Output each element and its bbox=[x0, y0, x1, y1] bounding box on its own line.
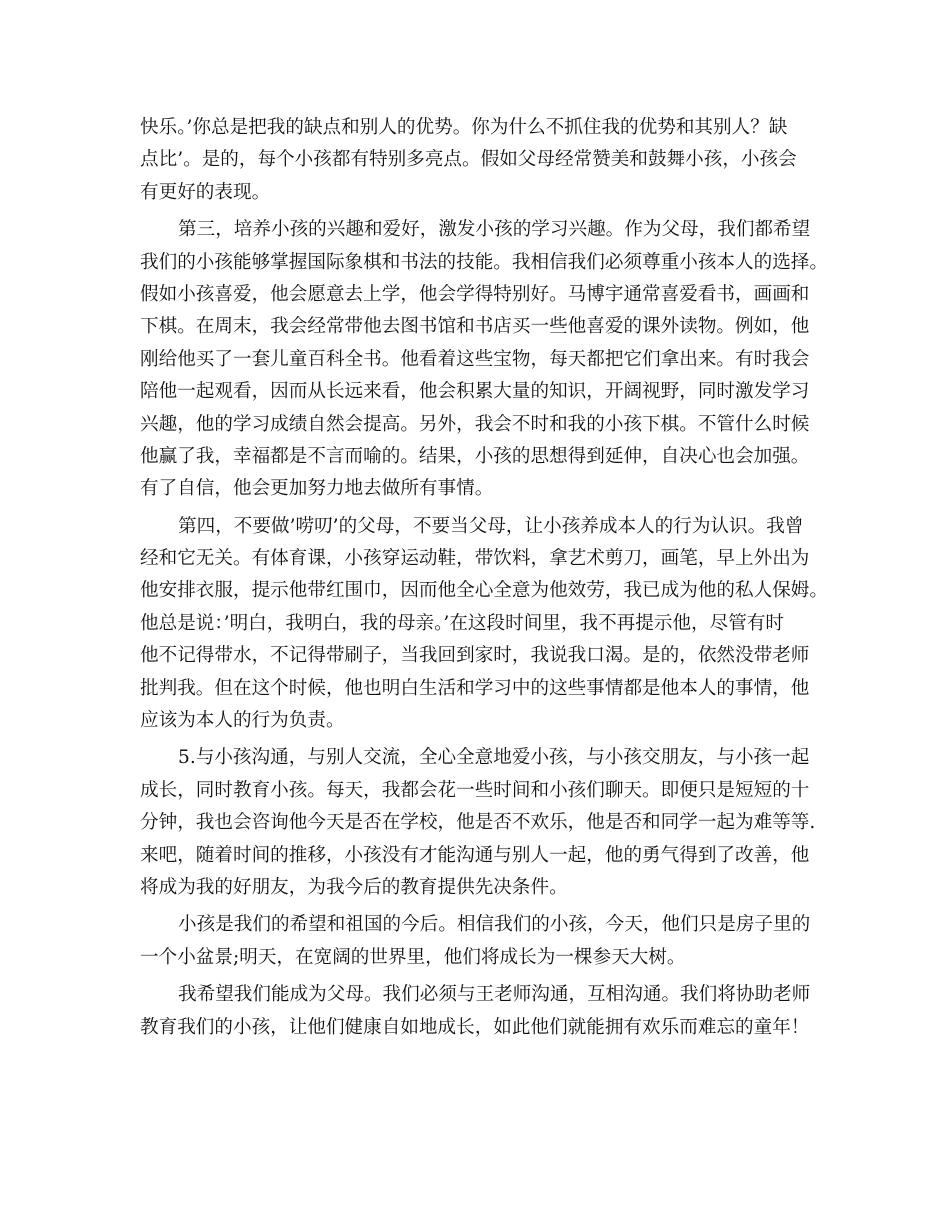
text-line: 第四，不要做’唠叨’的父母，不要当父母，让小孩养成本人的行为认识。我曾 bbox=[178, 515, 804, 537]
text-line: 他安排衣服，提示他带红围巾，因而他全心全意为他效劳，我已成为他的私人保姆。 bbox=[140, 580, 828, 602]
text-line: 教育我们的小孩，让他们健康自如地成长，如此他们就能拥有欢乐而难忘的童年！ bbox=[140, 1016, 810, 1038]
text-line: 快乐。’你总是把我的缺点和别人的优势。你为什么不抓住我的优势和其别人？缺 bbox=[140, 117, 788, 138]
text-line: 他总是说：’明白，我明白，我的母亲。’在这段时间里，我不再提示他，尽管有时 bbox=[140, 612, 785, 634]
text-line: 将成为我的好朋友，为我今后的教育提供先决条件。 bbox=[140, 876, 568, 898]
paragraph bbox=[140, 742, 820, 904]
text-line: 批判我。但在这个时候，他也明白生活和学习中的这些事情都是他本人的事情，他 bbox=[140, 677, 810, 699]
document-body bbox=[140, 112, 828, 1044]
text-line: 点比’。是的，每个小孩都有特别多亮点。假如父母经常赞美和鼓舞小孩，小孩会 bbox=[140, 149, 797, 171]
paragraph bbox=[140, 979, 820, 1044]
text-line: 分钟，我也会咨询他今天是否在学校，他是否不欢乐，他是否和同学一起为难等等. bbox=[140, 812, 816, 834]
paragraph bbox=[140, 909, 820, 974]
text-line: 5.与小孩沟通，与别人交流，全心全意地爱小孩，与小孩交朋友，与小孩一起 bbox=[178, 747, 810, 769]
text-line: 假如小孩喜爱，他会愿意去上学，他会学得特别好。马博宇通常喜爱看书，画画和 bbox=[140, 283, 810, 305]
text-line: 小孩是我们的希望和祖国的今后。相信我们的小孩，今天，他们只是房子里的 bbox=[178, 914, 811, 936]
text-line: 有了自信，他会更加努力地去做所有事情。 bbox=[140, 478, 494, 500]
text-line: 陪他一起观看，因而从长远来看，他会积累大量的知识，开阔视野，同时激发学习 bbox=[140, 381, 810, 403]
text-line: 应该为本人的行为负责。 bbox=[140, 710, 345, 732]
text-line: 他不记得带水，不记得带刷子，当我回到家时，我说我口渴。是的，依然没带老师 bbox=[140, 645, 810, 667]
text-line: 经和它无关。有体育课，小孩穿运动鞋，带饮料，拿艺术剪刀，画笔，早上外出为 bbox=[140, 548, 810, 570]
text-line: 我们的小孩能够掌握国际象棋和书法的技能。我相信我们必须尊重小孩本人的选择。 bbox=[140, 251, 828, 273]
paragraph bbox=[140, 112, 820, 209]
text-line: 兴趣，他的学习成绩自然会提高。另外，我会不时和我的小孩下棋。不管什么时候 bbox=[140, 413, 810, 435]
paragraph bbox=[140, 511, 828, 738]
text-line: 有更好的表现。 bbox=[140, 181, 271, 203]
paragraph bbox=[140, 214, 828, 506]
text-line: 一个小盆景;明天，在宽阔的世界里，他们将成长为一棵参天大树。 bbox=[140, 946, 686, 968]
text-line: 他赢了我，幸福都是不言而喻的。结果，小孩的思想得到延伸，自决心也会加强。 bbox=[140, 445, 810, 467]
text-line: 我希望我们能成为父母。我们必须与王老师沟通，互相沟通。我们将协助老师 bbox=[178, 984, 811, 1006]
text-line: 刚给他买了一套儿童百科全书。他看着这些宝物，每天都把它们拿出来。有时我会 bbox=[140, 348, 810, 370]
text-line: 成长，同时教育小孩。每天，我都会花一些时间和小孩们聊天。即便只是短短的十 bbox=[140, 779, 810, 801]
text-line: 下棋。在周末，我会经常带他去图书馆和书店买一些他喜爱的课外读物。例如，他 bbox=[140, 316, 810, 338]
text-line: 来吧，随着时间的推移，小孩没有才能沟通与别人一起，他的勇气得到了改善，他 bbox=[140, 844, 810, 866]
text-line: 第三，培养小孩的兴趣和爱好，激发小孩的学习兴趣。作为父母，我们都希望 bbox=[178, 219, 811, 241]
